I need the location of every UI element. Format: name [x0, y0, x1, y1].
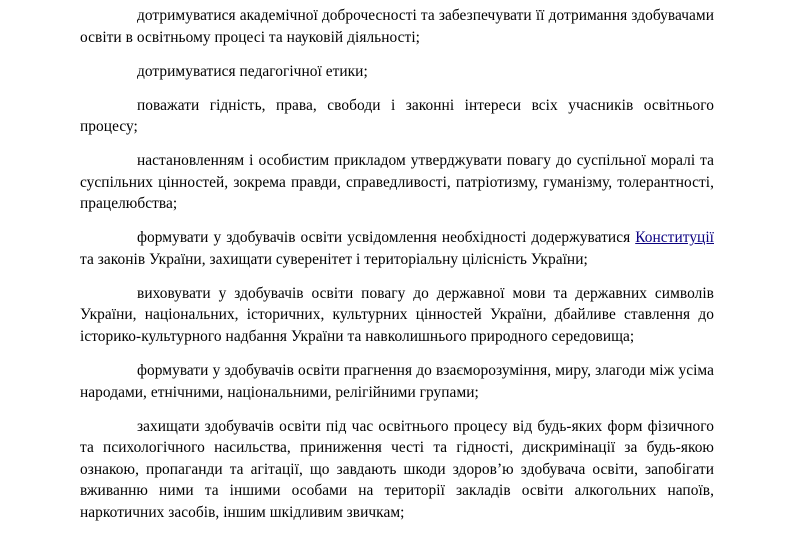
paragraph-constitution	[80, 227, 714, 270]
paragraph-pedagogical-ethics: дотримуватися педагогічної етики;	[137, 62, 368, 80]
paragraph-protection: захищати здобувачів освіти під час освітнього процесу від будь-яких форм фізичного та психологічного насильства, приниження честі та гідності, дискримінації за будь-якою ознакою, пропаганди та агітації, що завдають шкоди здоров’ю здобувача освіти, запобігати вживанню ними та іншими особами на території закладів освіти алкогольних напоїв, наркотичних засобів, іншим шкідливим звичкам;	[80, 417, 714, 522]
paragraph-academic-integrity: дотримуватися академічної доброчесності та забезпечувати її дотримання здобувачами освіти в освітньому процесі та науковій діяльності;	[80, 7, 714, 46]
paragraph-respect-dignity: поважати гідність, права, свободи і законні інтереси всіх учасників освітнього процесу;	[80, 96, 714, 136]
constitution-link[interactable]: Конституції	[635, 229, 714, 247]
paragraph-state-language: виховувати у здобувачів освіти повагу до державної мови та державних символів України, національних, історичних, культурних цінностей України, дбайливе ставлення до історико-культурного надбання України та навколишнього природного середовища;	[80, 284, 714, 346]
paragraph-constitution-after: та законів України, захищати суверенітет і територіальну цілісність України;	[80, 250, 588, 268]
paragraph-mutual-understanding: формувати у здобувачів освіти прагнення до взаєморозуміння, миру, злагоди між усіма народами, етнічними, національними, релігійними групами;	[80, 362, 714, 401]
paragraph-constitution-before: формувати у здобувачів освіти усвідомлення необхідності додержуватися	[137, 229, 636, 247]
document-body	[80, 5, 714, 536]
paragraph-public-morality: настановленням і особистим прикладом утверджувати повагу до суспільної моралі та суспільних цінностей, зокрема правди, справедливості, патріотизму, гуманізму, толерантності, працелюбства;	[80, 152, 714, 213]
